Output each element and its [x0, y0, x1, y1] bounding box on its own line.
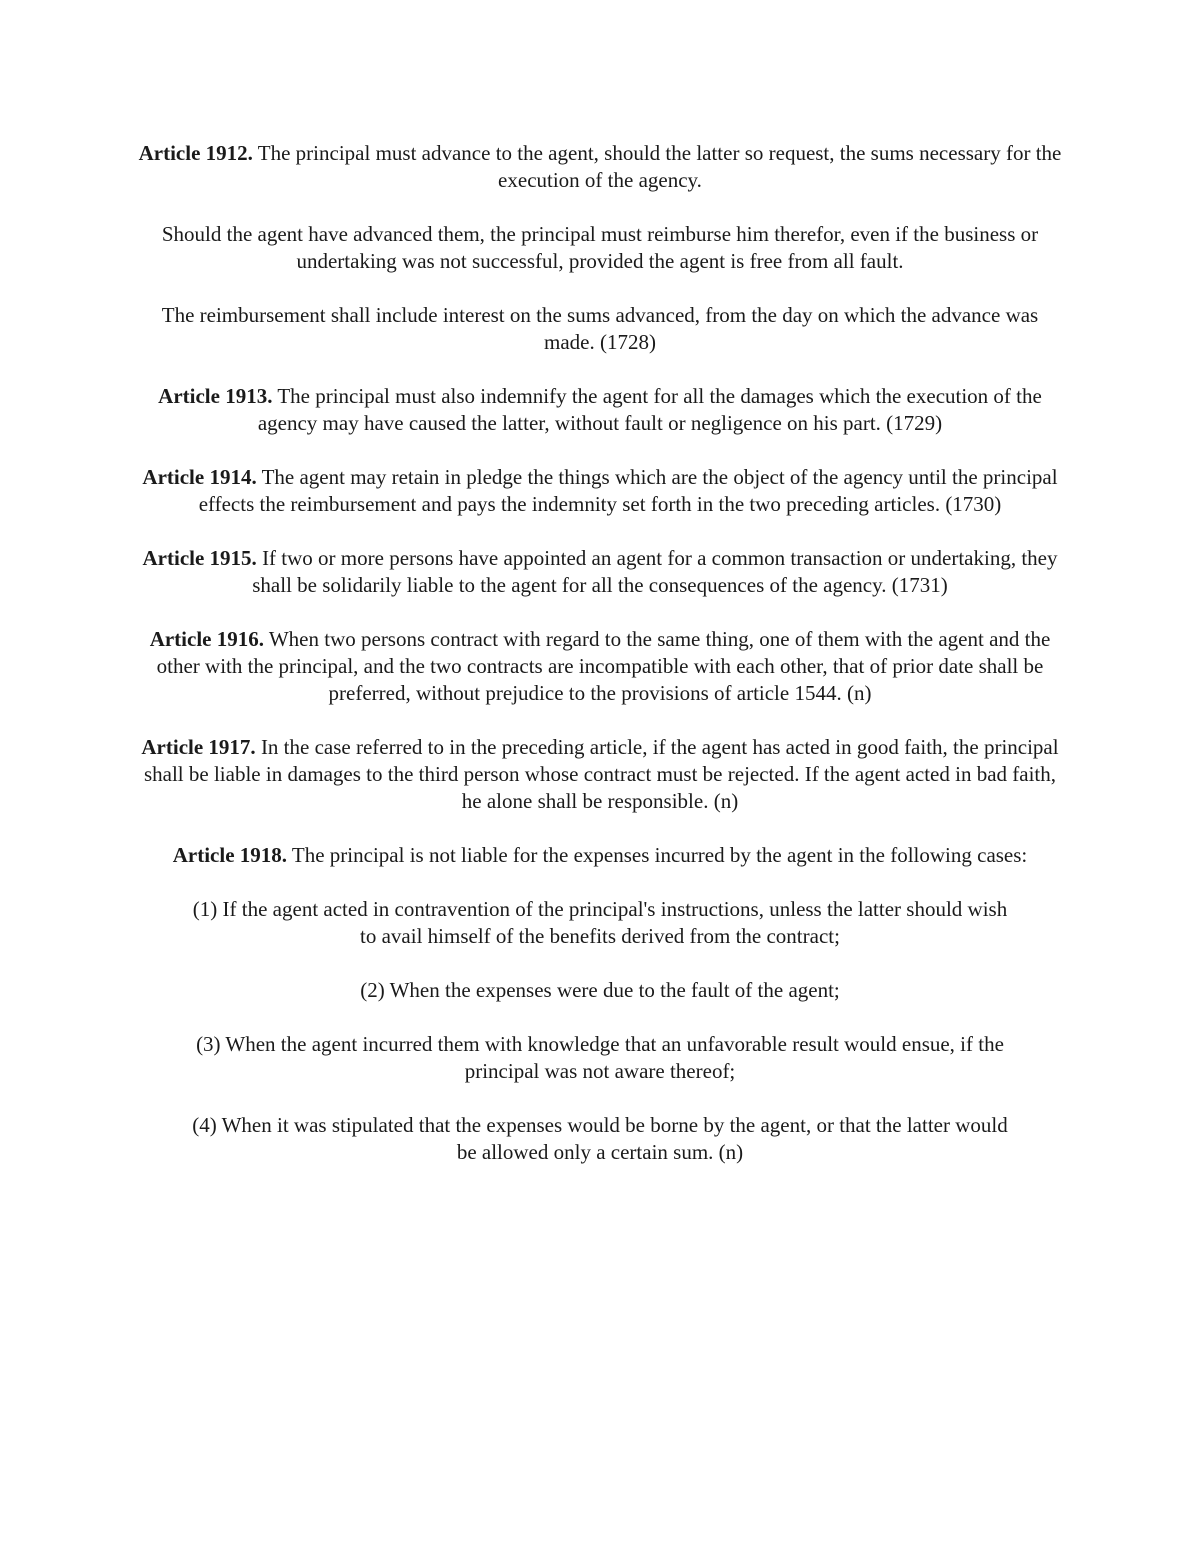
article-1913: [138, 383, 1062, 437]
article-1918-case-1: (1) If the agent acted in contravention of the principal's instructions, unless the latter should wish to avail himself of the benefits derived from the contract;: [192, 897, 1008, 948]
article-1918-case-3: (3) When the agent incurred them with knowledge that an unfavorable result would ensue, if the principal was not aware thereof;: [196, 1032, 1004, 1083]
article-1917-label: Article 1917.: [141, 735, 256, 759]
article-1912-paragraph-3: The reimbursement shall include interest on the sums advanced, from the day on which the advance was made. (1728): [161, 303, 1039, 354]
article-1916-text: When two persons contract with regard to the same thing, one of them with the agent and the other with the principal, and the two contracts are incompatible with each other, that of prior date shall be preferred, without prejudice to the provisions of article 1544. (n): [156, 627, 1051, 705]
article-1917-text: In the case referred to in the preceding article, if the agent has acted in good faith, the principal shall be liable in damages to the third person whose contract must be rejected. If the agent acted in bad faith, he alone shall be responsible. (n): [143, 735, 1059, 813]
article-1914-label: Article 1914.: [142, 465, 257, 489]
article-1914-text: The agent may retain in pledge the things which are the object of the agency until the principal effects the reimbursement and pays the indemnity set forth in the two preceding articles. (1730): [198, 465, 1058, 516]
article-1913-text: The principal must also indemnify the agent for all the damages which the execution of the agency may have caused the latter, without fault or negligence on his part. (1729): [257, 384, 1042, 435]
article-1917: [138, 734, 1062, 815]
article-1915-text: If two or more persons have appointed an agent for a common transaction or undertaking, they shall be solidarily liable to the agent for all the consequences of the agency. (1731): [252, 546, 1058, 597]
article-1912-text: The principal must advance to the agent, should the latter so request, the sums necessary for the execution of the agency.: [252, 141, 1062, 192]
article-1915: [138, 545, 1062, 599]
article-1914: [138, 464, 1062, 518]
article-1913-label: Article 1913.: [158, 384, 273, 408]
article-1912-paragraph-1: [138, 140, 1062, 194]
article-1918: [138, 842, 1062, 869]
article-1912-paragraph-2: Should the agent have advanced them, the principal must reimburse him therefor, even if the business or undertaking was not successful, provided the agent is free from all fault.: [161, 222, 1039, 273]
article-1915-label: Article 1915.: [142, 546, 257, 570]
document-body: [138, 140, 1062, 1193]
article-1912-label: Article 1912.: [138, 141, 253, 165]
article-1918-case-4: (4) When it was stipulated that the expenses would be borne by the agent, or that the latter would be allowed only a certain sum. (n): [192, 1113, 1008, 1164]
article-1916-label: Article 1916.: [149, 627, 264, 651]
article-1918-case-2: (2) When the expenses were due to the fault of the agent;: [360, 978, 840, 1002]
article-1918-label: Article 1918.: [172, 843, 288, 867]
article-1918-text: The principal is not liable for the expenses incurred by the agent in the following cases:: [287, 843, 1028, 867]
article-1916: [138, 626, 1062, 707]
